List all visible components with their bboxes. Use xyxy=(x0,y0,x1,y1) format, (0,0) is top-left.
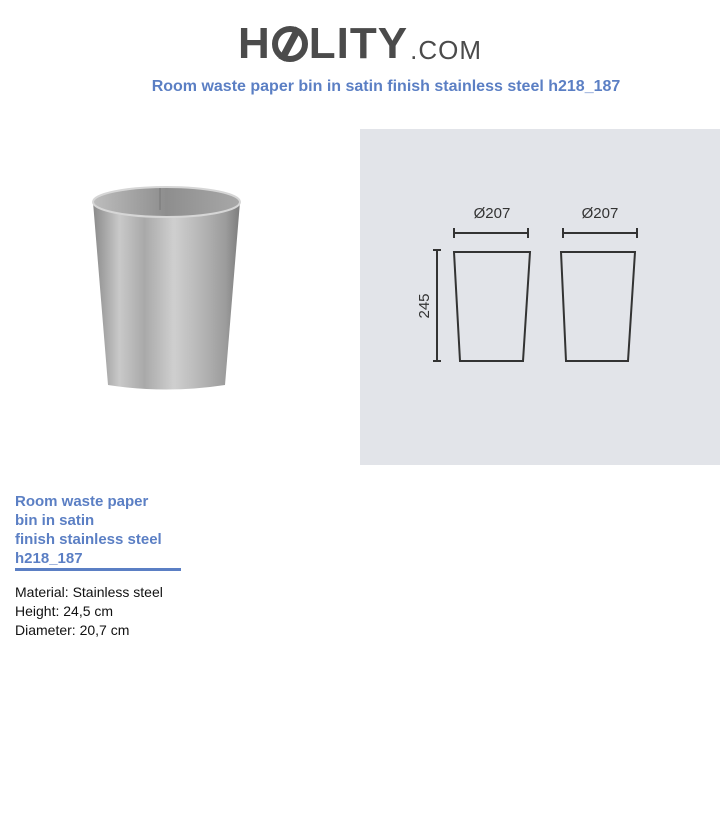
product-photo xyxy=(80,180,250,400)
logo-domain: .COM xyxy=(410,35,482,65)
site-logo[interactable] xyxy=(0,10,720,70)
spec-diameter: Diameter: 20,7 cm xyxy=(15,622,130,638)
page-title: Room waste paper bin in satin finish stainless steel h218_187 xyxy=(151,78,621,95)
product-name-line: finish stainless steel xyxy=(15,531,162,548)
side-view xyxy=(561,205,637,361)
side-diameter-label: Ø207 xyxy=(581,205,619,222)
spec-height: Height: 24,5 cm xyxy=(15,603,114,619)
front-view xyxy=(454,205,530,361)
logo-o-icon xyxy=(272,26,308,62)
product-name-line: bin in satin xyxy=(15,512,95,529)
product-name-line: h218_187 xyxy=(15,550,83,567)
height-dimension xyxy=(416,250,441,361)
logo-letter-h: H xyxy=(238,19,271,68)
logo-letters-lity: LITY xyxy=(308,19,409,68)
product-specs xyxy=(15,583,163,640)
front-diameter-label: Ø207 xyxy=(473,205,511,222)
spec-material: Material: Stainless steel xyxy=(15,584,163,600)
product-name-link[interactable] xyxy=(15,492,181,571)
logo-wordmark xyxy=(238,18,482,70)
height-label: 245 xyxy=(416,293,433,319)
product-name-line: Room waste paper xyxy=(15,493,149,510)
technical-drawing xyxy=(360,129,720,465)
